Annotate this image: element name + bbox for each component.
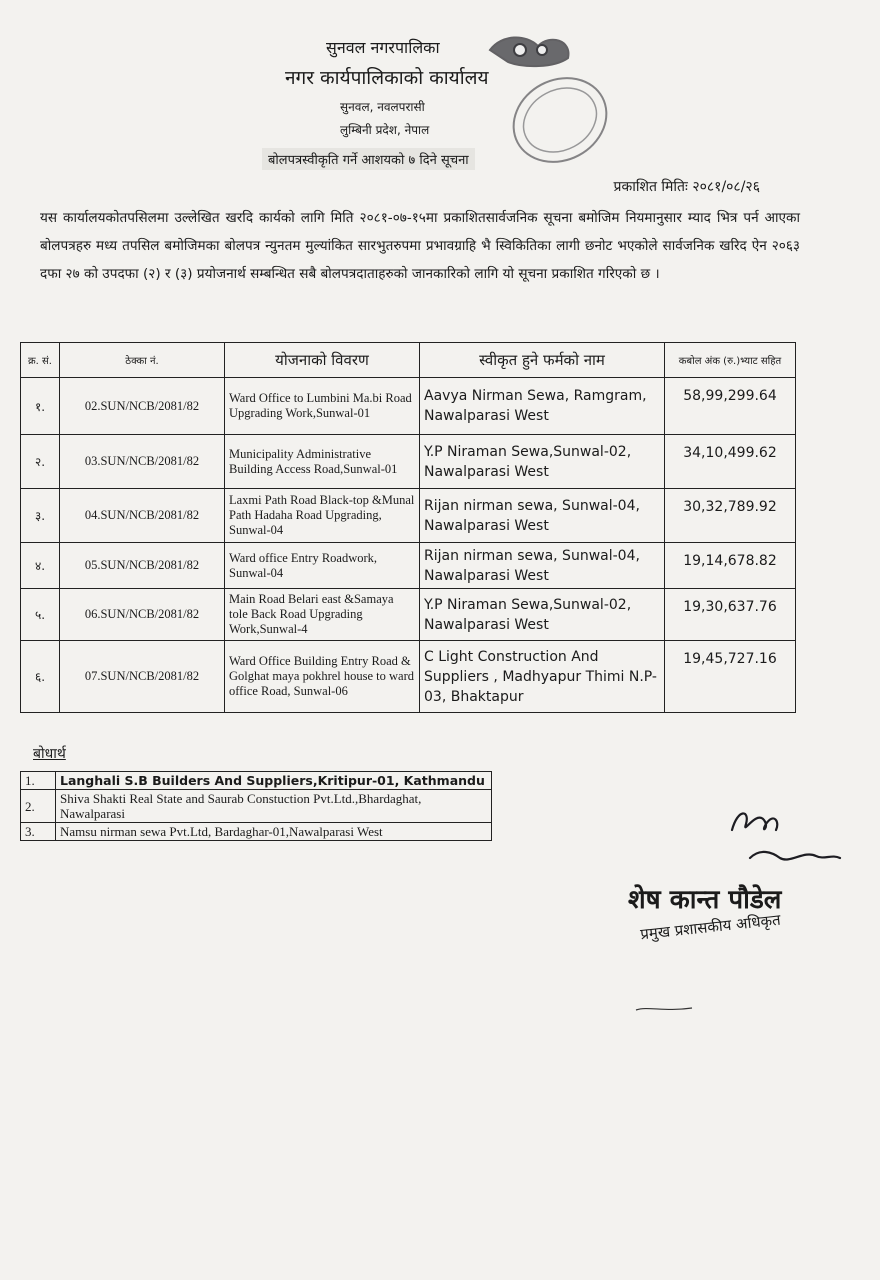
cell-description: Ward office Entry Roadwork, Sunwal-04 xyxy=(225,543,420,589)
cell-sn: १. xyxy=(21,378,60,435)
table-row xyxy=(21,641,796,713)
list-item xyxy=(21,823,492,841)
cell-sn: ३. xyxy=(21,489,60,543)
cell-contract: 06.SUN/NCB/2081/82 xyxy=(60,589,225,641)
awarded-bids-table xyxy=(20,342,796,713)
notice-subject: बोलपत्रस्वीकृति गर्ने आशयको ७ दिने सूचना xyxy=(262,148,475,170)
cell-amount: 30,32,789.92 xyxy=(665,489,796,543)
list-item xyxy=(21,790,492,823)
cell-description: Ward Office Building Entry Road & Golghat maya pokhrel house to ward office Road, Sunwal-06 xyxy=(225,641,420,713)
cell-amount: 58,99,299.64 xyxy=(665,378,796,435)
cell-firm: Aavya Nirman Sewa, Ramgram, Nawalparasi West xyxy=(420,378,665,435)
office-name: नगर कार्यपालिकाको कार्यालय xyxy=(285,67,489,89)
cell-sn: ४. xyxy=(21,543,60,589)
header-firm: स्वीकृत हुने फर्मको नाम xyxy=(420,343,665,378)
cell-firm: C Light Construction And Suppliers , Madhyapur Thimi N.P-03, Bhaktapur xyxy=(420,641,665,713)
cc-index: 1. xyxy=(21,772,56,790)
cc-index: 2. xyxy=(21,790,56,823)
cell-firm: Rijan nirman sewa, Sunwal-04, Nawalparasi West xyxy=(420,489,665,543)
cc-name: Namsu nirman sewa Pvt.Ltd, Bardaghar-01,Nawalparasi West xyxy=(56,823,492,841)
signatory-title: प्रमुख प्रशासकीय अधिकृत xyxy=(639,910,782,944)
signature-icon xyxy=(720,800,850,880)
org-name: सुनवल नगरपालिका xyxy=(326,38,440,57)
cell-amount: 19,14,678.82 xyxy=(665,543,796,589)
header-sn: क्र. सं. xyxy=(21,343,60,378)
published-date: प्रकाशित मितिः २०८१/०८/२६ xyxy=(613,179,760,195)
office-seal-icon xyxy=(468,28,618,178)
cell-contract: 02.SUN/NCB/2081/82 xyxy=(60,378,225,435)
cell-description: Main Road Belari east &Samaya tole Back Road Upgrading Work,Sunwal-4 xyxy=(225,589,420,641)
table-row xyxy=(21,489,796,543)
cell-amount: 19,30,637.76 xyxy=(665,589,796,641)
signatory-name: शेष कान्त पौडेल xyxy=(628,885,782,915)
cell-contract: 03.SUN/NCB/2081/82 xyxy=(60,435,225,489)
cell-sn: ६. xyxy=(21,641,60,713)
list-item xyxy=(21,772,492,790)
header-description: योजनाको विवरण xyxy=(225,343,420,378)
cell-sn: ५. xyxy=(21,589,60,641)
table-row xyxy=(21,378,796,435)
table-header-row xyxy=(21,343,796,378)
cell-firm: Y.P Niraman Sewa,Sunwal-02, Nawalparasi West xyxy=(420,435,665,489)
notice-body: यस कार्यालयकोतपसिलमा उल्लेखित खरदि कार्यको लागि मिति २०८१-०७-१५मा प्रकाशितसार्वजनिक सूचना बमोजिम नियमानुसार म्याद भित्र पर्न आएका बोलपत्रहरु मध्य तपसिल बमोजिमका बोलपत्र न्युनतम मुल्यांकित सारभुतरुपमा प्रभावग्राहि भै स्विकितिका लागी छनोट भएकोले सार्वजनिक खरिद ऐन २०६३ दफा २७ को उपदफा (२) र (३) प्रयोजनार्थ सम्बन्धित सबै बोलपत्रदाताहरुको जानकारिको लागि यो सूचना प्रकाशित गरिएको छ । xyxy=(40,210,800,282)
cc-table xyxy=(20,771,492,841)
table-row xyxy=(21,543,796,589)
cc-name: Langhali S.B Builders And Suppliers,Kritipur-01, Kathmandu xyxy=(56,772,492,790)
cell-sn: २. xyxy=(21,435,60,489)
cell-firm: Y.P Niraman Sewa,Sunwal-02, Nawalparasi West xyxy=(420,589,665,641)
cell-description: Laxmi Path Road Black-top &Munal Path Hadaha Road Upgrading, Sunwal-04 xyxy=(225,489,420,543)
cc-heading: बोधार्थ xyxy=(33,746,66,762)
cell-description: Municipality Administrative Building Access Road,Sunwal-01 xyxy=(225,435,420,489)
header-amount: कबोल अंक (रु.)भ्याट सहित xyxy=(665,343,796,378)
table-row xyxy=(21,435,796,489)
table-row xyxy=(21,589,796,641)
address-line-1: सुनवल, नवलपरासी xyxy=(340,100,425,114)
cell-contract: 07.SUN/NCB/2081/82 xyxy=(60,641,225,713)
cell-firm: Rijan nirman sewa, Sunwal-04, Nawalparasi West xyxy=(420,543,665,589)
cell-contract: 04.SUN/NCB/2081/82 xyxy=(60,489,225,543)
cell-contract: 05.SUN/NCB/2081/82 xyxy=(60,543,225,589)
cc-name: Shiva Shakti Real State and Saurab Constuction Pvt.Ltd.,Bhardaghat, Nawalparasi xyxy=(56,790,492,823)
cell-amount: 19,45,727.16 xyxy=(665,641,796,713)
cell-amount: 34,10,499.62 xyxy=(665,435,796,489)
cell-description: Ward Office to Lumbini Ma.bi Road Upgrading Work,Sunwal-01 xyxy=(225,378,420,435)
header-contract: ठेक्का नं. xyxy=(60,343,225,378)
pen-mark-icon xyxy=(634,1000,694,1016)
cc-index: 3. xyxy=(21,823,56,841)
address-line-2: लुम्बिनी प्रदेश, नेपाल xyxy=(340,123,430,137)
